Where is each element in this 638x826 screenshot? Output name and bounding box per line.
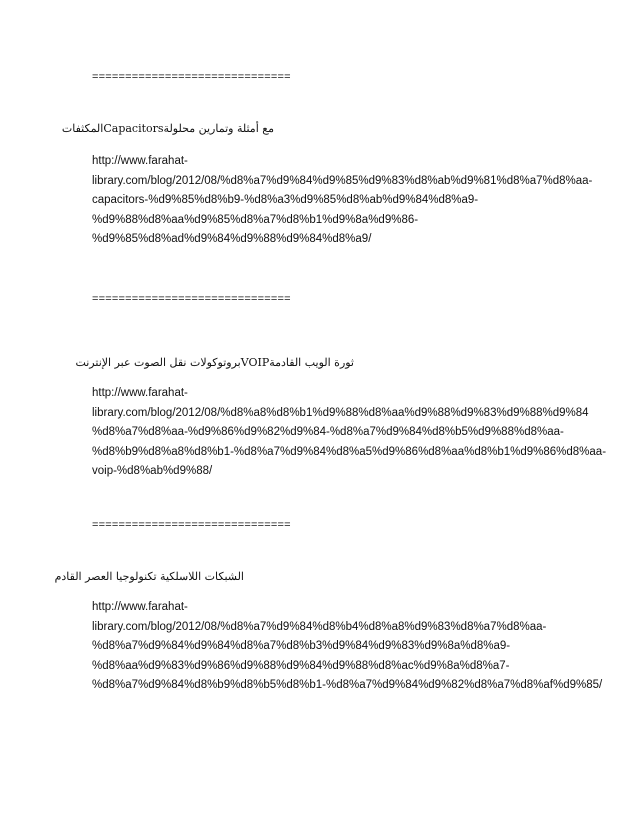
entry-voip: [75, 292, 607, 482]
entry-url[interactable]: [92, 152, 593, 250]
url-line: library.com/blog/2012/08/%d8%a7%d9%84%d8%b4%d8%a8%d9%83%d8%a7%d8%aa-: [92, 620, 547, 633]
url-line: %d8%a7%d9%84%d9%84%d8%a7%d8%b3%d9%84%d9%83%d9%8a%d8%a9-: [92, 640, 511, 652]
url-line: http://www.farahat-: [92, 601, 188, 613]
url-line: library.com/blog/2012/08/%d8%a7%d9%84%d9%85%d9%83%d8%ab%d9%81%d8%a7%d8%aa-: [92, 174, 593, 187]
separator-line: ==============================: [92, 71, 291, 83]
url-line: voip-%d8%ab%d9%88/: [92, 465, 213, 477]
url-line: http://www.farahat-: [92, 155, 188, 167]
entry-url[interactable]: [92, 598, 603, 696]
url-line: %d8%a7%d8%aa-%d9%86%d9%82%d9%84-%d8%a7%d9%84%d8%b5%d9%88%d8%aa-: [92, 426, 564, 438]
url-line: %d8%b9%d8%a8%d8%b1-%d8%a7%d9%84%d8%a5%d9%86%d8%aa%d8%b1%d9%86%d8%aa-: [92, 445, 607, 458]
url-line: %d8%aa%d9%83%d9%86%d9%88%d9%84%d9%88%d8%ac%d9%8a%d8%a7-: [92, 659, 510, 672]
url-line: %d9%85%d8%ad%d9%84%d9%88%d9%84%d8%a9/: [92, 233, 372, 245]
url-line: http://www.farahat-: [92, 387, 188, 399]
url-line: library.com/blog/2012/08/%d8%a8%d8%b1%d9%88%d8%aa%d9%88%d9%83%d9%88%d9%84: [92, 406, 589, 419]
entry-title: الشبكات اللاسلكية تكنولوجيا العصر القادم: [54, 570, 244, 583]
url-line: capacitors-%d9%85%d8%b9-%d8%a3%d9%85%d8%ab%d9%84%d8%a9-: [92, 194, 479, 206]
separator-line: ==============================: [92, 519, 291, 531]
entry-wireless: [54, 518, 603, 696]
entry-title: ثورة الويب القادمةVOIPبروتوكولات نقل الصوت عبر الإنترنت: [75, 356, 354, 369]
separator-line: ==============================: [92, 293, 291, 305]
entry-url[interactable]: [92, 384, 607, 482]
entry-title: مع أمثلة وتمارين محلولةCapacitorsالمكثفات: [61, 122, 274, 135]
url-line: %d9%88%d8%aa%d9%85%d8%a7%d8%b1%d9%8a%d9%86-: [92, 213, 419, 226]
entry-capacitors: [61, 70, 593, 250]
url-line: %d8%a7%d9%84%d8%b9%d8%b5%d8%b1-%d8%a7%d9%84%d9%82%d8%a7%d8%af%d9%85/: [92, 679, 603, 691]
